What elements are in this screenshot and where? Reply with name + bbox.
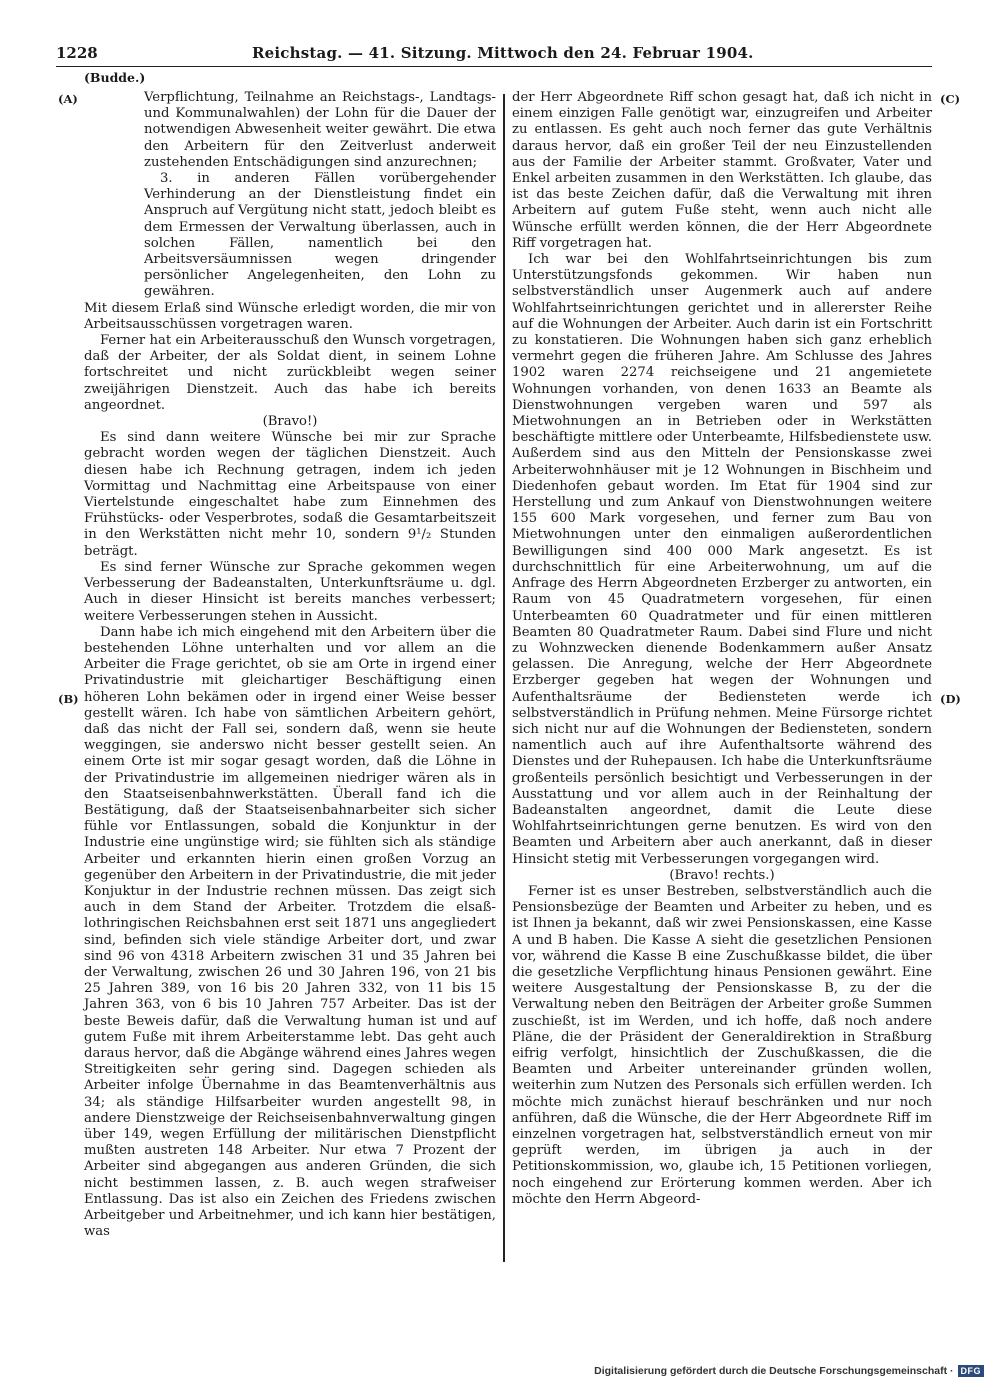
page-number: 1228 (56, 44, 98, 62)
running-header (56, 44, 932, 67)
paragraph: Dann habe ich mich eingehend mit den Arbeitern über die bestehenden Löhne unterhalten und vor allem an die Arbeiter die Frage gerichtet, ob sie am Orte in irgend einer Privatindustrie mit gleichartiger Beschäftigung einen höheren Lohn bekämen oder in irgend einer Weise besser gestellt wären. Ich habe von sämtlichen Arbeitern gehört, daß das nicht der Fall sei, sondern daß, wenn sie heute weggingen, sie anderswo nicht besser gestellt seien. An einem Orte ist mir sogar gesagt worden, daß die Löhne in der Privatindustrie im allgemeinen niedriger wären als in den Staatseisenbahnwerkstätten. Überall fand ich die Bestätigung, daß der Staatseisenbahnarbeiter sich sicher fühle vor Entlassungen, sobald die Konjunktur in der Industrie eine ungünstige wird; sie fühlten sich als ständige Arbeiter und erkannten hierin einen großen Vorzug an gegenüber den Arbeitern in der Privatindustrie, die mit jeder Konjuktur in der Industrie rechnen müssen. Das zeigt sich auch in dem Stand der Arbeiter. Trotzdem die elsaß-lothringischen Reichsbahnen erst seit 1871 uns angegliedert sind, befinden sich viele ständige Arbeiter dort, und zwar sind 96 von 4318 Arbeitern zwischen 31 und 35 Jahren bei der Verwaltung, zwischen 26 und 30 Jahren 196, von 21 bis 25 Jahren 389, von 16 bis 20 Jahren 332, von 11 bis 15 Jahren 363, von 6 bis 10 Jahren 757 Arbeiter. Das ist der beste Beweis dafür, daß die Verwaltung human ist und auf gutem Fuße mit ihrem Arbeiterstamme lebt. Das geht auch daraus hervor, daß die Abgänge während eines Jahres wegen Streitigkeiten sehr gering sind. Dagegen schieden als Arbeiter infolge Übernahme in das Beamtenverhältnis aus 34; als ständige Hilfsarbeiter wurden angestellt 98, in andere Dienstzweige der Reichseisenbahnverwaltung gingen über 149, wegen Erfüllung der militärischen Dienstpflicht mußten austreten 148 Arbeiter. Nur etwa 7 Prozent der Arbeiter sind abgegangen aus anderen Gründen, die sich nicht bestimmen lassen, z. B. auch wegen strafweiser Entlassung. Das ist also ein Zeichen des Friedens zwischen Arbeitgeber und Arbeitnehmer, und ich kann hier bestätigen, was (84, 624, 496, 1240)
margin-mark-c: (C) (940, 92, 961, 106)
right-column (512, 90, 932, 1208)
digitization-footer (594, 1365, 984, 1377)
paragraph: der Herr Abgeordnete Riff schon gesagt hat, daß ich nicht in einem einzigen Falle genötigt war, einzugreifen und Arbeiter zu entlassen. Es geht auch noch ferner das gute Verhältnis daraus hervor, daß ein großer Teil der neu Einzustellenden aus der Familie der Arbeiter stammt. Großvater, Vater und Enkel arbeiten zusammen in den Werkstätten. Ich glaube, das ist das beste Zeichen dafür, daß die Verwaltung mit ihren Arbeitern auf gutem Fuße steht, wenn auch nicht alle Wünsche erfüllt werden können, die der Herr Abgeordnete Riff vorgetragen hat. (512, 90, 932, 251)
speaker-name: (Budde.) (84, 70, 146, 85)
paragraph: Es sind ferner Wünsche zur Sprache gekommen wegen Verbesserung der Badeanstalten, Unterkunftsräume u. dgl. Auch in dieser Hinsicht ist bereits manches verbessert; weitere Verbesserungen stehen in Aussicht. (84, 559, 496, 624)
margin-mark-b: (B) (58, 692, 79, 706)
interjection: (Bravo! rechts.) (669, 867, 775, 883)
paragraph: Ferner hat ein Arbeiterausschuß den Wunsch vorgetragen, daß der Arbeiter, der als Soldat dient, in seinem Lohne fortschreitet und nicht zurückbleibt wegen seiner zweijährigen Dienstzeit. Auch das habe ich bereits angeordnet. (84, 333, 496, 413)
paragraph: Es sind dann weitere Wünsche bei mir zur Sprache gebracht worden wegen der täglichen Dienstzeit. Auch diesen habe ich Rechnung getragen, indem ich jeden Vormittag und Nachmittag eine Arbeitspause von einer Viertelstunde eingeschaltet habe zum Einnehmen des Frühstücks- oder Vesperbrotes, sodaß die Gesamtarbeitszeit in den Werkstätten nicht mehr 10, sondern 9¹/₂ Stunden beträgt. (84, 430, 496, 559)
running-head-title: Reichstag. — 41. Sitzung. Mittwoch den 24. Februar 1904. (252, 44, 754, 62)
margin-mark-a: (A) (58, 92, 78, 106)
column-divider (503, 94, 505, 1262)
dfg-logo: DFG (958, 1365, 985, 1377)
interjection: (Bravo!) (262, 414, 318, 430)
paragraph: Ich war bei den Wohlfahrtseinrichtungen bis zum Unterstützungsfonds gekommen. Wir haben nun selbstverständlich unser Augenmerk auch auf andere Wohlfahrtseinrichtungen gerichtet und in allererster Reihe auf die Wohnungen der Arbeiter. Auch darin ist ein Fortschritt zu konstatieren. Die Wohnungen haben sich ganz erheblich vermehrt gegen die früheren Jahre. Am Schlusse des Jahres 1902 waren 2274 reichseigene und 21 angemietete Wohnungen vorhanden, von denen 1633 an Beamte als Dienstwohnungen vergeben waren und 597 als Mietwohnungen an in Betrieben oder in Werkstätten beschäftigte mittlere oder Unterbeamte, Hilfsbedienstete usw. Außerdem sind aus den Mitteln der Pensionskasse zwei Arbeiterwohnhäuser mit je 12 Wohnungen in Bischheim und Diedenhofen gebaut worden. Im Etat für 1904 sind zur Herstellung und zum Ankauf von Dienstwohnungen weitere 155 600 Mark vorgesehen, und ferner zum Bau von Mietwohnungen unter den einmaligen außerordentlichen Bewilligungen sind 400 000 Mark angesetzt. Es ist durchschnittlich für eine Arbeiterwohnung, um auf die Anfrage des Herrn Abgeordneten Erzberger zu antworten, ein Raum von 45 Quadratmetern vorgesehen, für einen Unterbeamten 60 Quadratmeter und für einen mittleren Beamten 80 Quadratmeter Raum. Dabei sind Flure und nicht zu Wohnzwecken dienende Bodenkammern außer Ansatz gelassen. Die Anregung, welche der Herr Abgeordnete Erzberger gegeben hat wegen der Wohnungen und Aufenthaltsräume der Bediensteten werde ich selbstverständlich in Prüfung nehmen. Meine Fürsorge richtet sich nicht nur auf die Wohnungen der Bediensteten, sondern namentlich auch auf ihre Aufenthaltsorte während des Dienstes und der Ruhepausen. Ich habe die Unterkunftsräume großenteils persönlich besichtigt und Verbesserungen in der Ausstattung und vor allem auch in der Reinhaltung der Badeanstalten angeordnet, damit die Leute diese Wohlfahrtseinrichtungen gerne benutzen. Es wird von den Beamten und Arbeitern aber auch anerkannt, daß in dieser Hinsicht stetig mit Verbesserungen vorgegangen wird. (512, 252, 932, 867)
left-column (84, 90, 496, 1240)
margin-mark-d: (D) (940, 692, 961, 706)
numbered-item: 3. in anderen Fällen vorübergehender Verhinderung an der Dienstleistung findet ein Anspruch auf Vergütung nicht statt, jedoch bleibt es dem Ermessen der Verwaltung überlassen, auch in solchen Fällen, namentlich bei den Arbeitsversäumnissen wegen dringender persönlicher Angelegenheiten, den Lohn zu gewähren. (144, 171, 496, 300)
paragraph: Verpflichtung, Teilnahme an Reichstags-, Landtags- und Kommunalwahlen) der Lohn für die Dauer der notwendigen Abwesenheit weiter gewährt. Die etwa den Arbeitern für den Zeitverlust anderweit zustehenden Entschädigungen sind anzurechnen; (144, 90, 496, 170)
footer-text: Digitalisierung gefördert durch die Deutsche Forschungsgemeinschaft · (594, 1365, 954, 1377)
paragraph: Mit diesem Erlaß sind Wünsche erledigt worden, die mir von Arbeitsausschüssen vorgetragen waren. (84, 300, 496, 332)
paragraph: Ferner ist es unser Bestreben, selbstverständlich auch die Pensionsbezüge der Beamten und Arbeiter zu heben, und es ist Ihnen ja bekannt, daß wir zwei Pensionskassen, eine Kasse A und B haben. Die Kasse A sieht die gesetzlichen Pensionen vor, während die Kasse B eine Zuschußkasse bildet, die über die gesetzliche Verpflichtung hinaus Pensionen gewährt. Eine weitere Ausgestaltung der Pensionskasse B, zu der die Verwaltung neben den Beiträgen der Arbeiter große Summen zuschießt, ist im Werden, und ich hoffe, daß noch andere Pläne, die der Präsident der Generaldirektion in Straßburg eifrig verfolgt, hinsichtlich der Zuschußkassen, die die Beamten und Arbeiter untereinander gründen wollen, weiterhin zum Nutzen des Personals sich erfüllen werden. Ich möchte mich zunächst hierauf beschränken und nur noch anführen, daß die Wünsche, die der Herr Abgeordnete Riff im einzelnen vorgetragen hat, selbstverständlich erneut von mir geprüft werden, im übrigen ja auch in der Petitionskommission, wo, glaube ich, 15 Petitionen vorliegen, noch eingehend zur Erörterung kommen werden. Aber ich möchte den Herrn Abgeord- (512, 883, 932, 1207)
